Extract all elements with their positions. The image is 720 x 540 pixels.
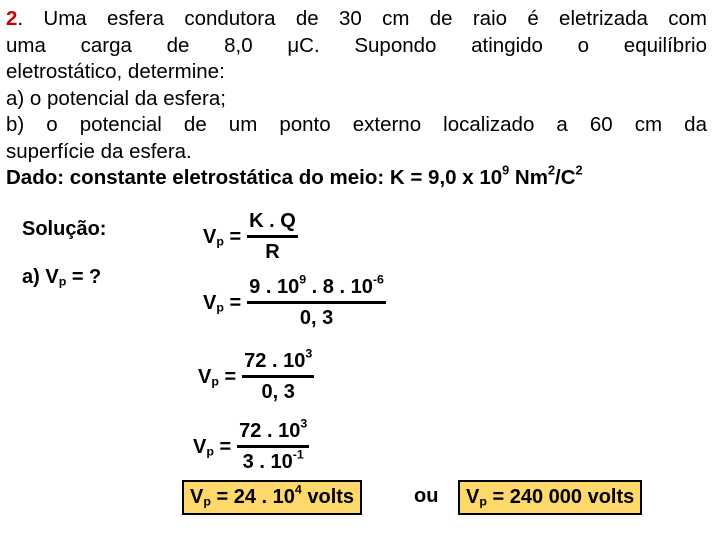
fraction-1 [247, 210, 298, 264]
or-text: ou [414, 485, 439, 507]
vp-lhs: $V_p$ = [193, 435, 232, 458]
fraction-1-denominator: R [265, 241, 280, 263]
vp-lhs: $V_p$ = [198, 365, 237, 388]
problem-line-2: uma carga de 8,0 μC. Supondo atingido o equilíbrio [6, 33, 707, 57]
fraction-1-numerator: K . Q [247, 210, 298, 238]
equation-step-3 [198, 346, 314, 404]
fraction-2 [247, 272, 386, 330]
result-box-2: $V_p = 240$ 000 volts [458, 480, 642, 515]
problem-statement [6, 6, 707, 192]
fraction-2-denominator: 0, 3 [299, 307, 334, 329]
problem-number: 2 [6, 7, 18, 30]
item-b-line-2: superfície da esfera. [6, 139, 192, 163]
item-a: a) o potencial da esfera; [6, 86, 226, 110]
equation-step-1 [203, 210, 298, 264]
equation-step-4 [193, 416, 309, 474]
fraction-3-numerator: 72 . $10^3$ [242, 350, 314, 378]
result-box-1: $V_p = 24$ . $10^4$ volts [182, 480, 362, 515]
vp-lhs: $V_p$ = [203, 225, 242, 248]
given-constant: Dado: constante eletrostática do meio: K = 9,0 x $10^9$ $Nm^2/C^2$ [6, 162, 583, 189]
fraction-4-denominator: 3 . $10^{-1}$ [242, 447, 304, 473]
solution-label: Solução: [22, 218, 107, 240]
equation-step-2 [203, 272, 386, 330]
problem-line-1: 2. Uma esfera condutora de 30 cm de raio é eletrizada com [6, 7, 707, 30]
item-b-line-1: b) o potencial de um ponto externo localizado a 60 cm da [6, 113, 707, 136]
problem-line-3: eletrostático, determine: [6, 60, 225, 83]
fraction-2-numerator: 9 . $10^9$ . 8 . $10^{-6}$ [247, 276, 386, 304]
fraction-4 [237, 416, 309, 474]
fraction-3 [242, 346, 314, 404]
fraction-3-denominator: 0, 3 [261, 381, 295, 403]
part-a-label: a) $V_p$ = ? [22, 266, 102, 289]
vp-lhs: $V_p$ = [203, 291, 242, 314]
fraction-4-numerator: 72 . $10^3$ [237, 420, 309, 448]
